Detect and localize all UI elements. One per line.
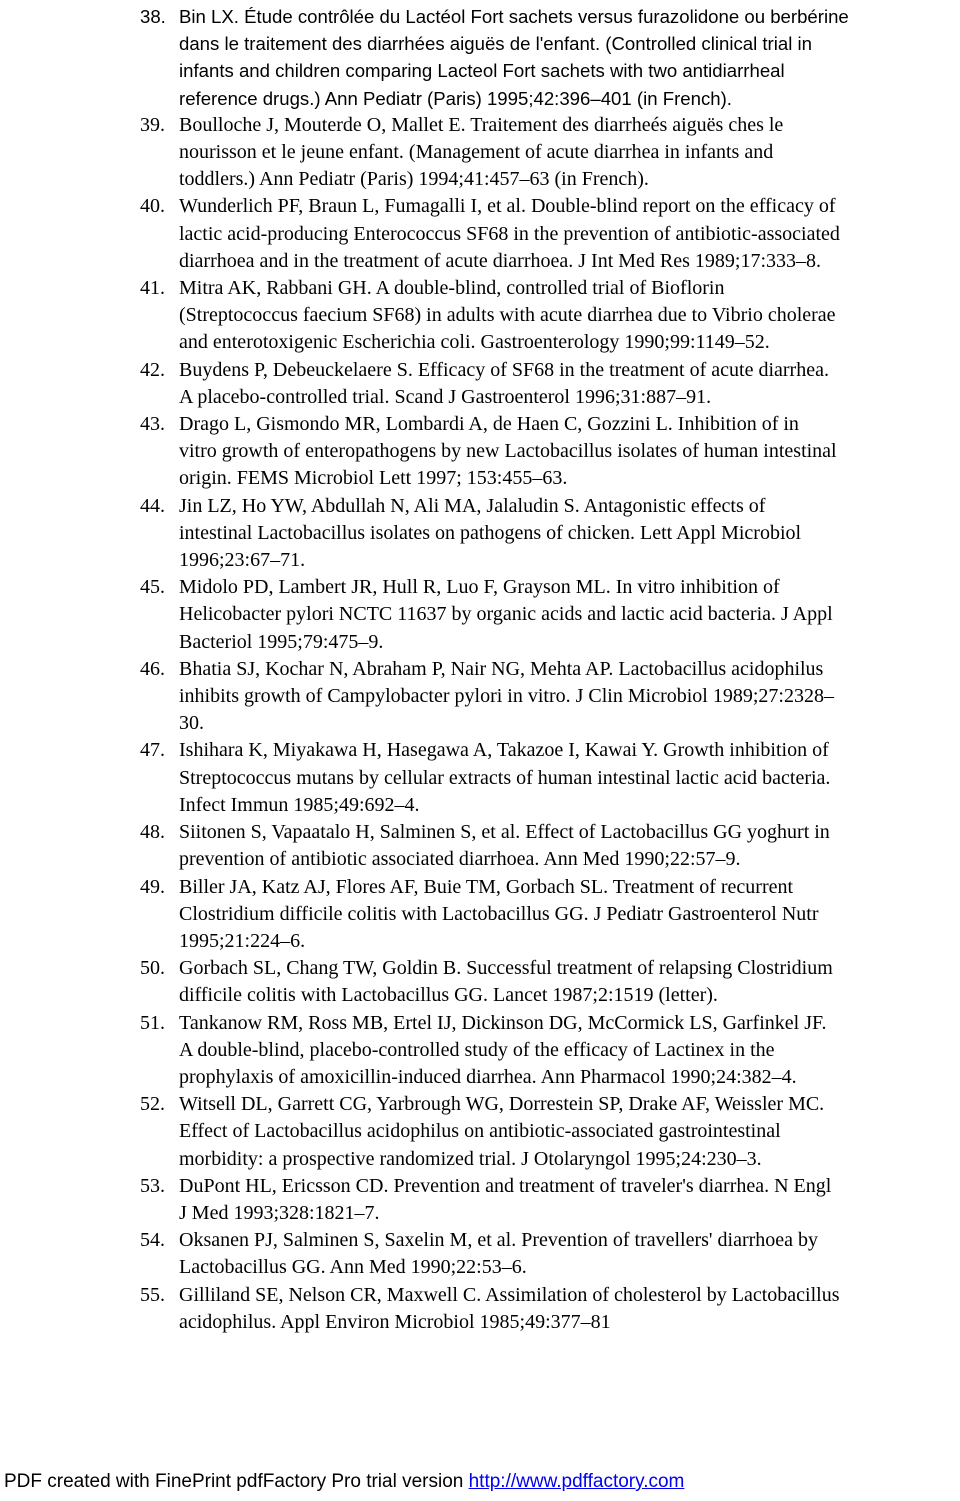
reference-text: Gorbach SL, Chang TW, Goldin B. Successful treatment of relapsing Clostridium difficile colitis with Lactobacillus GG. Lancet 1987;2:1519 (letter).: [179, 957, 833, 1007]
reference-item: [0, 819, 960, 873]
reference-text: Midolo PD, Lambert JR, Hull R, Luo F, Grayson ML. In vitro inhibition of Helicobacter pylori NCTC 11637 by organic acids and lactic acid bacteria. J Appl Bacteriol 1995;79:475–9.: [179, 576, 833, 653]
reference-number: 42.: [140, 358, 165, 381]
reference-number: 46.: [140, 657, 165, 680]
reference-number: 41.: [140, 277, 165, 300]
reference-item: [0, 656, 960, 738]
reference-item: [0, 1173, 960, 1227]
reference-number: 53.: [140, 1174, 165, 1197]
reference-item: [0, 357, 960, 411]
reference-number: 50.: [140, 957, 165, 980]
reference-number: 51.: [140, 1011, 165, 1034]
reference-number: 45.: [140, 576, 165, 599]
reference-text: Jin LZ, Ho YW, Abdullah N, Ali MA, Jalaludin S. Antagonistic effects of intestinal Lactobacillus isolates on pathogens of chicken. Lett Appl Microbiol 1996;23:67–71.: [179, 494, 802, 572]
reference-text: Boulloche J, Mouterde O, Mallet E. Traitement des diarrheés aiguës ches le nourisson et le jeune enfant. (Management of acute diarrhea in infants and toddlers.) Ann Pediatr (Paris) 1994;41:457–63 (in French).: [179, 113, 784, 191]
pdf-watermark-footer: [4, 1470, 684, 1494]
reference-item: [0, 1010, 960, 1092]
reference-text: Oksanen PJ, Salminen S, Saxelin M, et al. Prevention of travellers' diarrhoea by Lactobacillus GG. Ann Med 1990;22:53–6.: [179, 1229, 819, 1279]
reference-text: Drago L, Gismondo MR, Lombardi A, de Haen C, Gozzini L. Inhibition of in vitro growth of enteropathogens by new Lactobacillus isolates of human intestinal origin. FEMS Microbiol Lett 1997; 153:455–63.: [179, 413, 837, 490]
footer-link[interactable]: http://www.pdffactory.com: [468, 1471, 685, 1492]
reference-number: 55.: [140, 1283, 165, 1306]
reference-item: [0, 737, 960, 819]
reference-text: DuPont HL, Ericsson CD. Prevention and treatment of traveler's diarrhea. N Engl J Med 1993;328:1821–7.: [179, 1174, 832, 1224]
reference-text: Biller JA, Katz AJ, Flores AF, Buie TM, Gorbach SL. Treatment of recurrent Clostridium difficile colitis with Lactobacillus GG. J Pediatr Gastroenterol Nutr 1995;21:224–6.: [179, 875, 819, 952]
reference-item: [0, 493, 960, 575]
reference-text: Mitra AK, Rabbani GH. A double-blind, controlled trial of Bioflorin (Streptococcus faecium SF68) in adults with acute diarrhea due to Vibrio cholerae and enterotoxigenic Escherichia coli. Gastroenterology 1990;99:1149–52.: [179, 277, 836, 354]
reference-item: [0, 1227, 960, 1281]
reference-item: [0, 955, 960, 1009]
reference-item: [0, 275, 960, 357]
reference-text: Bhatia SJ, Kochar N, Abraham P, Nair NG, Mehta AP. Lactobacillus acidophilus inhibits growth of Campylobacter pylori in vitro. J Clin Microbiol 1989;27:2328– 30.: [179, 657, 834, 735]
reference-number: 49.: [140, 875, 165, 898]
reference-text: Buydens P, Debeuckelaere S. Efficacy of SF68 in the treatment of acute diarrhea. A placebo-controlled trial. Scand J Gastroenterol 1996;31:887–91.: [179, 358, 829, 408]
reference-item: [0, 1282, 960, 1336]
reference-item: [0, 1091, 960, 1173]
reference-number: 54.: [140, 1229, 165, 1252]
reference-text: Witsell DL, Garrett CG, Yarbrough WG, Dorrestein SP, Drake AF, Weissler MC. Effect of Lactobacillus acidophilus on antibiotic-associated gastrointestinal morbidity: a prospective randomized trial. J Otolaryngol 1995;24:230–3.: [179, 1093, 825, 1170]
reference-text: Ishihara K, Miyakawa H, Hasegawa A, Takazoe I, Kawai Y. Growth inhibition of Streptococcus mutans by cellular extracts of human intestinal lactic acid bacteria. Infect Immun 1985;49:692–4.: [179, 739, 831, 816]
reference-number: 40.: [140, 195, 165, 218]
reference-number: 43.: [140, 413, 165, 436]
reference-number: 47.: [140, 739, 165, 762]
reference-text: Gilliland SE, Nelson CR, Maxwell C. Assimilation of cholesterol by Lactobacillus acidophilus. Appl Environ Microbiol 1985;49:377–81: [179, 1283, 840, 1333]
reference-item: [0, 874, 960, 956]
reference-item: [0, 193, 960, 275]
reference-number: 44.: [140, 494, 165, 517]
reference-item: [0, 574, 960, 656]
reference-text: Tankanow RM, Ross MB, Ertel IJ, Dickinson DG, McCormick LS, Garfinkel JF. A double-blind, placebo-controlled study of the efficacy of Lactinex in the prophylaxis of amoxicillin-induced diarrhea. Ann Pharmacol 1990;24:382–4.: [179, 1011, 827, 1088]
reference-item: [0, 411, 960, 493]
footer-text: PDF created with FinePrint pdfFactory Pro trial version: [4, 1471, 469, 1492]
reference-number: 39.: [140, 113, 165, 136]
reference-list: [0, 3, 960, 1336]
reference-item: [0, 3, 960, 112]
reference-number: 38.: [140, 6, 166, 27]
reference-text: Wunderlich PF, Braun L, Fumagalli I, et al. Double-blind report on the efficacy of lactic acid-producing Enterococcus SF68 in the prevention of antibiotic-associated diarrhoea and in the treatment of acute diarrhoea. J Int Med Res 1989;17:333–8.: [179, 195, 840, 272]
reference-text: Bin LX. Étude contrôlée du Lactéol Fort sachets versus furazolidone ou berbérine dans le traitement des diarrhées aiguës de l'enfant. (Controlled clinical trial in infants and children comparing Lacteol Fort sachets with two antidiarrheal reference drugs.) Ann Pediatr (Paris) 1995;42:396–401 (in French).: [179, 6, 849, 109]
reference-item: [0, 112, 960, 194]
reference-number: 48.: [140, 821, 165, 844]
reference-number: 52.: [140, 1093, 165, 1116]
reference-text: Siitonen S, Vapaatalo H, Salminen S, et al. Effect of Lactobacillus GG yoghurt in prevention of antibiotic associated diarrhoea. Ann Med 1990;22:57–9.: [179, 821, 830, 871]
